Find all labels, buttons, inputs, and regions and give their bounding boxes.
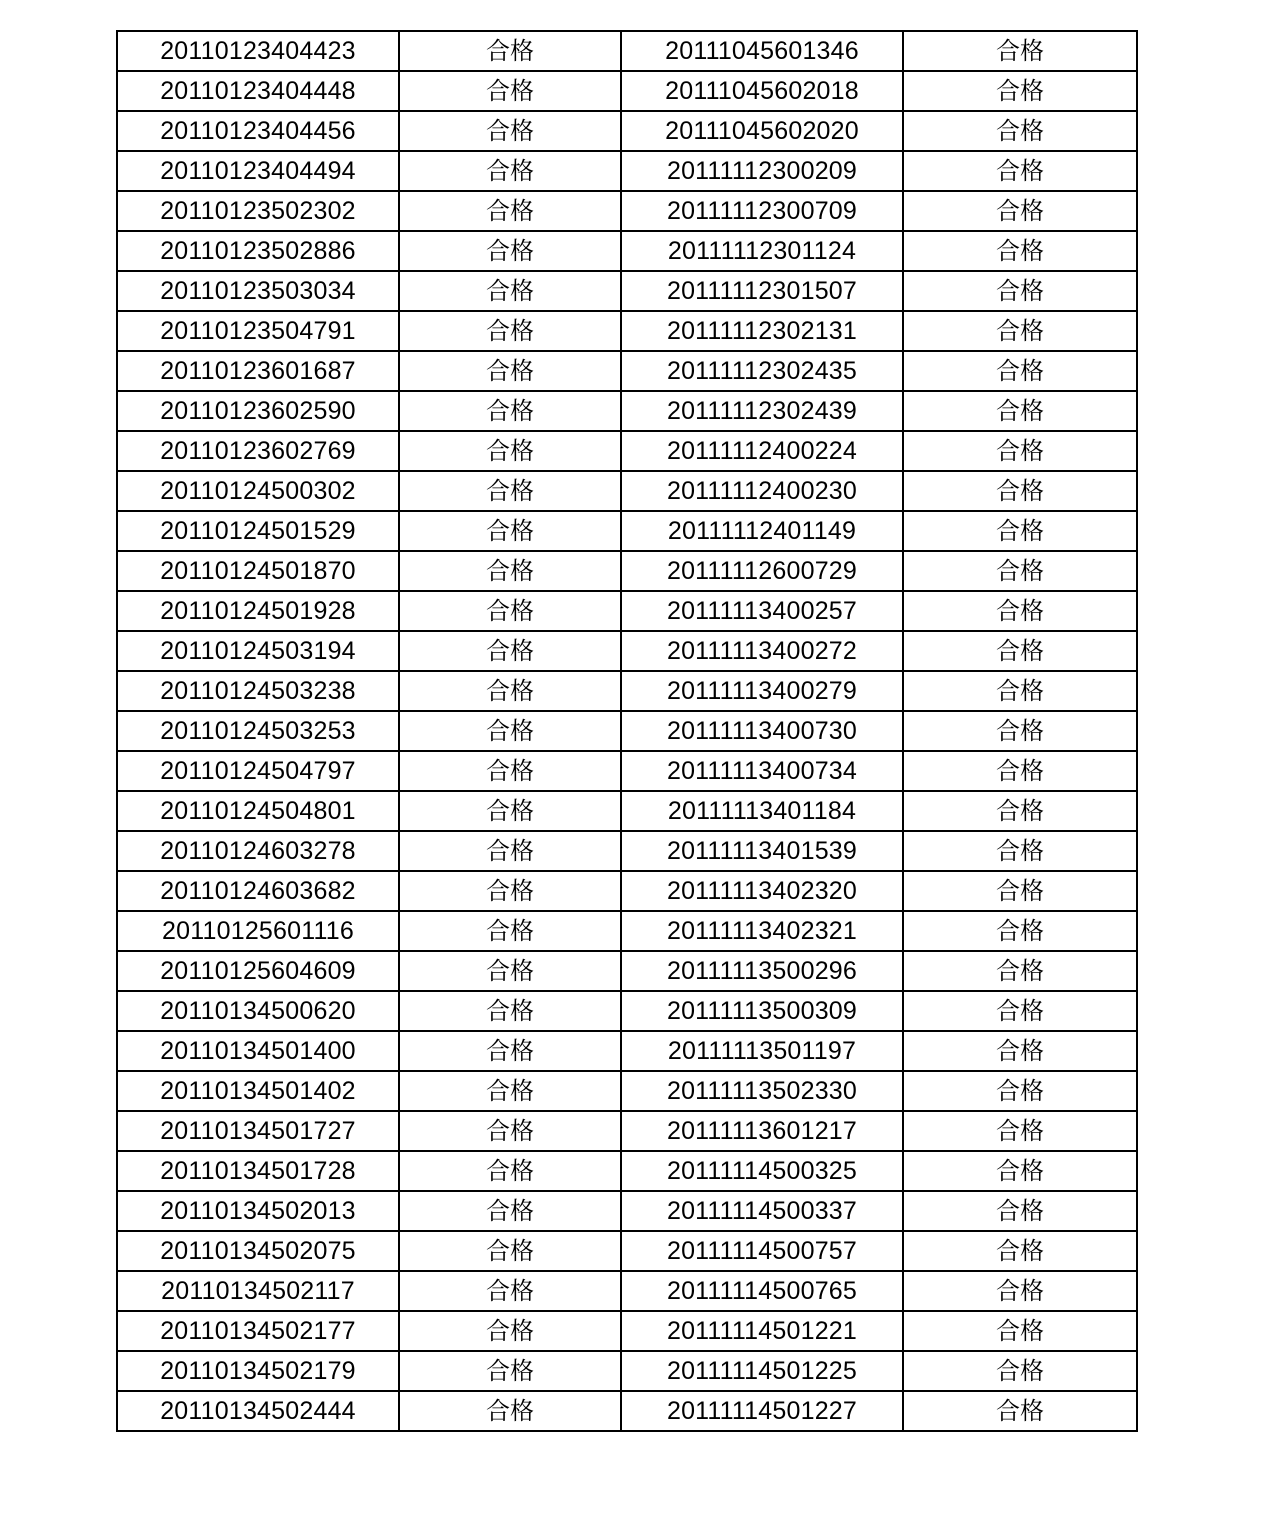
candidate-id-left-cell: 20110123602590 bbox=[117, 391, 399, 431]
table-row bbox=[117, 271, 1137, 311]
candidate-id-right-cell: 20111113400734 bbox=[621, 751, 903, 791]
candidate-id-right-cell: 20111112302435 bbox=[621, 351, 903, 391]
status-left-cell: 合格 bbox=[399, 471, 621, 511]
status-right-cell: 合格 bbox=[903, 31, 1137, 71]
candidate-id-left-cell: 20110134501727 bbox=[117, 1111, 399, 1151]
status-left-cell: 合格 bbox=[399, 591, 621, 631]
table-row bbox=[117, 911, 1137, 951]
status-right-cell: 合格 bbox=[903, 1351, 1137, 1391]
table-row bbox=[117, 1391, 1137, 1431]
candidate-id-right-cell: 20111113400257 bbox=[621, 591, 903, 631]
status-right-cell: 合格 bbox=[903, 1311, 1137, 1351]
candidate-id-right-cell: 20111112401149 bbox=[621, 511, 903, 551]
candidate-id-right-cell: 20111113500296 bbox=[621, 951, 903, 991]
status-left-cell: 合格 bbox=[399, 311, 621, 351]
candidate-id-right-cell: 20111113400279 bbox=[621, 671, 903, 711]
status-left-cell: 合格 bbox=[399, 1031, 621, 1071]
status-right-cell: 合格 bbox=[903, 671, 1137, 711]
candidate-id-right-cell: 20111114500757 bbox=[621, 1231, 903, 1271]
candidate-id-left-cell: 20110134501400 bbox=[117, 1031, 399, 1071]
candidate-id-left-cell: 20110134502013 bbox=[117, 1191, 399, 1231]
status-right-cell: 合格 bbox=[903, 111, 1137, 151]
status-left-cell: 合格 bbox=[399, 911, 621, 951]
candidate-id-right-cell: 20111112302439 bbox=[621, 391, 903, 431]
candidate-id-left-cell: 20110134502179 bbox=[117, 1351, 399, 1391]
status-left-cell: 合格 bbox=[399, 951, 621, 991]
status-right-cell: 合格 bbox=[903, 951, 1137, 991]
candidate-id-left-cell: 20110124501529 bbox=[117, 511, 399, 551]
candidate-id-right-cell: 20111113601217 bbox=[621, 1111, 903, 1151]
status-right-cell: 合格 bbox=[903, 791, 1137, 831]
status-right-cell: 合格 bbox=[903, 271, 1137, 311]
status-left-cell: 合格 bbox=[399, 831, 621, 871]
candidate-id-right-cell: 20111112400230 bbox=[621, 471, 903, 511]
table-row bbox=[117, 1071, 1137, 1111]
table-row bbox=[117, 1111, 1137, 1151]
table-row bbox=[117, 831, 1137, 871]
status-right-cell: 合格 bbox=[903, 471, 1137, 511]
candidate-id-left-cell: 20110124501870 bbox=[117, 551, 399, 591]
candidate-id-right-cell: 20111114500765 bbox=[621, 1271, 903, 1311]
table-row bbox=[117, 1311, 1137, 1351]
status-right-cell: 合格 bbox=[903, 1111, 1137, 1151]
table-row bbox=[117, 391, 1137, 431]
candidate-id-right-cell: 20111114501225 bbox=[621, 1351, 903, 1391]
status-right-cell: 合格 bbox=[903, 71, 1137, 111]
candidate-id-left-cell: 20110124500302 bbox=[117, 471, 399, 511]
candidate-id-left-cell: 20110123404423 bbox=[117, 31, 399, 71]
candidate-id-left-cell: 20110123504791 bbox=[117, 311, 399, 351]
candidate-id-right-cell: 20111114500325 bbox=[621, 1151, 903, 1191]
candidate-id-right-cell: 20111112301124 bbox=[621, 231, 903, 271]
status-right-cell: 合格 bbox=[903, 591, 1137, 631]
candidate-id-left-cell: 20110134501728 bbox=[117, 1151, 399, 1191]
status-left-cell: 合格 bbox=[399, 551, 621, 591]
table-row bbox=[117, 71, 1137, 111]
candidate-id-left-cell: 20110124501928 bbox=[117, 591, 399, 631]
table-row bbox=[117, 1191, 1137, 1231]
table-row bbox=[117, 751, 1137, 791]
table-row bbox=[117, 631, 1137, 671]
candidate-id-left-cell: 20110123503034 bbox=[117, 271, 399, 311]
status-left-cell: 合格 bbox=[399, 631, 621, 671]
candidate-id-left-cell: 20110124504801 bbox=[117, 791, 399, 831]
candidate-id-left-cell: 20110134502177 bbox=[117, 1311, 399, 1351]
status-right-cell: 合格 bbox=[903, 831, 1137, 871]
candidate-id-right-cell: 20111113402320 bbox=[621, 871, 903, 911]
candidate-id-right-cell: 20111114501227 bbox=[621, 1391, 903, 1431]
table-row bbox=[117, 871, 1137, 911]
status-right-cell: 合格 bbox=[903, 1031, 1137, 1071]
status-right-cell: 合格 bbox=[903, 431, 1137, 471]
status-left-cell: 合格 bbox=[399, 1151, 621, 1191]
status-left-cell: 合格 bbox=[399, 191, 621, 231]
table-row bbox=[117, 1151, 1137, 1191]
status-right-cell: 合格 bbox=[903, 1151, 1137, 1191]
status-right-cell: 合格 bbox=[903, 631, 1137, 671]
status-right-cell: 合格 bbox=[903, 311, 1137, 351]
status-right-cell: 合格 bbox=[903, 991, 1137, 1031]
candidate-id-left-cell: 20110134502444 bbox=[117, 1391, 399, 1431]
candidate-id-right-cell: 20111045602018 bbox=[621, 71, 903, 111]
table-row bbox=[117, 431, 1137, 471]
candidate-id-left-cell: 20110134500620 bbox=[117, 991, 399, 1031]
candidate-id-left-cell: 20110124503253 bbox=[117, 711, 399, 751]
candidate-id-left-cell: 20110123502886 bbox=[117, 231, 399, 271]
candidate-id-left-cell: 20110134502075 bbox=[117, 1231, 399, 1271]
status-left-cell: 合格 bbox=[399, 1191, 621, 1231]
candidate-id-right-cell: 20111113402321 bbox=[621, 911, 903, 951]
candidate-id-left-cell: 20110134502117 bbox=[117, 1271, 399, 1311]
status-right-cell: 合格 bbox=[903, 1391, 1137, 1431]
table-row bbox=[117, 1231, 1137, 1271]
candidate-id-right-cell: 20111112300209 bbox=[621, 151, 903, 191]
candidate-id-right-cell: 20111113400272 bbox=[621, 631, 903, 671]
candidate-id-left-cell: 20110134501402 bbox=[117, 1071, 399, 1111]
status-left-cell: 合格 bbox=[399, 871, 621, 911]
candidate-id-left-cell: 20110124603278 bbox=[117, 831, 399, 871]
candidate-id-left-cell: 20110123602769 bbox=[117, 431, 399, 471]
status-right-cell: 合格 bbox=[903, 391, 1137, 431]
status-left-cell: 合格 bbox=[399, 1231, 621, 1271]
status-left-cell: 合格 bbox=[399, 31, 621, 71]
candidate-id-left-cell: 20110125601116 bbox=[117, 911, 399, 951]
status-left-cell: 合格 bbox=[399, 511, 621, 551]
status-left-cell: 合格 bbox=[399, 1271, 621, 1311]
status-right-cell: 合格 bbox=[903, 911, 1137, 951]
status-left-cell: 合格 bbox=[399, 1351, 621, 1391]
candidate-id-left-cell: 20110124603682 bbox=[117, 871, 399, 911]
table-row bbox=[117, 591, 1137, 631]
status-right-cell: 合格 bbox=[903, 151, 1137, 191]
status-right-cell: 合格 bbox=[903, 871, 1137, 911]
candidate-id-right-cell: 20111113502330 bbox=[621, 1071, 903, 1111]
status-left-cell: 合格 bbox=[399, 391, 621, 431]
candidate-id-left-cell: 20110123502302 bbox=[117, 191, 399, 231]
candidate-id-right-cell: 20111112600729 bbox=[621, 551, 903, 591]
candidate-id-left-cell: 20110124504797 bbox=[117, 751, 399, 791]
table-row bbox=[117, 191, 1137, 231]
candidate-id-left-cell: 20110123601687 bbox=[117, 351, 399, 391]
candidate-id-left-cell: 20110124503194 bbox=[117, 631, 399, 671]
candidate-id-right-cell: 20111112301507 bbox=[621, 271, 903, 311]
status-left-cell: 合格 bbox=[399, 351, 621, 391]
table-row bbox=[117, 791, 1137, 831]
candidate-id-right-cell: 20111112400224 bbox=[621, 431, 903, 471]
status-right-cell: 合格 bbox=[903, 751, 1137, 791]
table-row bbox=[117, 711, 1137, 751]
status-left-cell: 合格 bbox=[399, 1111, 621, 1151]
status-right-cell: 合格 bbox=[903, 351, 1137, 391]
candidate-id-left-cell: 20110124503238 bbox=[117, 671, 399, 711]
table-row bbox=[117, 951, 1137, 991]
status-right-cell: 合格 bbox=[903, 231, 1137, 271]
candidate-id-right-cell: 20111112302131 bbox=[621, 311, 903, 351]
status-right-cell: 合格 bbox=[903, 711, 1137, 751]
candidate-id-right-cell: 20111113400730 bbox=[621, 711, 903, 751]
status-left-cell: 合格 bbox=[399, 271, 621, 311]
table-row bbox=[117, 311, 1137, 351]
candidate-id-left-cell: 20110125604609 bbox=[117, 951, 399, 991]
status-left-cell: 合格 bbox=[399, 231, 621, 271]
candidate-id-right-cell: 20111045601346 bbox=[621, 31, 903, 71]
candidate-id-right-cell: 20111112300709 bbox=[621, 191, 903, 231]
status-right-cell: 合格 bbox=[903, 511, 1137, 551]
status-left-cell: 合格 bbox=[399, 151, 621, 191]
results-table-body bbox=[117, 31, 1137, 1431]
status-left-cell: 合格 bbox=[399, 71, 621, 111]
table-row bbox=[117, 151, 1137, 191]
table-row bbox=[117, 991, 1137, 1031]
status-left-cell: 合格 bbox=[399, 111, 621, 151]
table-row bbox=[117, 351, 1137, 391]
table-row bbox=[117, 1031, 1137, 1071]
table-row bbox=[117, 551, 1137, 591]
status-right-cell: 合格 bbox=[903, 191, 1137, 231]
table-row bbox=[117, 31, 1137, 71]
status-left-cell: 合格 bbox=[399, 1071, 621, 1111]
candidate-id-right-cell: 20111114500337 bbox=[621, 1191, 903, 1231]
status-left-cell: 合格 bbox=[399, 1311, 621, 1351]
candidate-id-left-cell: 20110123404456 bbox=[117, 111, 399, 151]
table-row bbox=[117, 111, 1137, 151]
candidate-id-right-cell: 20111113501197 bbox=[621, 1031, 903, 1071]
candidate-id-right-cell: 20111114501221 bbox=[621, 1311, 903, 1351]
table-row bbox=[117, 511, 1137, 551]
results-table bbox=[116, 30, 1138, 1432]
table-row bbox=[117, 1271, 1137, 1311]
candidate-id-left-cell: 20110123404494 bbox=[117, 151, 399, 191]
candidate-id-right-cell: 20111113500309 bbox=[621, 991, 903, 1031]
status-left-cell: 合格 bbox=[399, 791, 621, 831]
status-left-cell: 合格 bbox=[399, 431, 621, 471]
status-left-cell: 合格 bbox=[399, 711, 621, 751]
status-right-cell: 合格 bbox=[903, 1231, 1137, 1271]
candidate-id-left-cell: 20110123404448 bbox=[117, 71, 399, 111]
status-left-cell: 合格 bbox=[399, 751, 621, 791]
candidate-id-right-cell: 20111113401539 bbox=[621, 831, 903, 871]
status-left-cell: 合格 bbox=[399, 991, 621, 1031]
status-right-cell: 合格 bbox=[903, 1191, 1137, 1231]
status-right-cell: 合格 bbox=[903, 1071, 1137, 1111]
table-row bbox=[117, 671, 1137, 711]
candidate-id-right-cell: 20111113401184 bbox=[621, 791, 903, 831]
status-left-cell: 合格 bbox=[399, 671, 621, 711]
table-row bbox=[117, 1351, 1137, 1391]
candidate-id-right-cell: 20111045602020 bbox=[621, 111, 903, 151]
status-right-cell: 合格 bbox=[903, 551, 1137, 591]
table-row bbox=[117, 471, 1137, 511]
table-row bbox=[117, 231, 1137, 271]
status-left-cell: 合格 bbox=[399, 1391, 621, 1431]
status-right-cell: 合格 bbox=[903, 1271, 1137, 1311]
